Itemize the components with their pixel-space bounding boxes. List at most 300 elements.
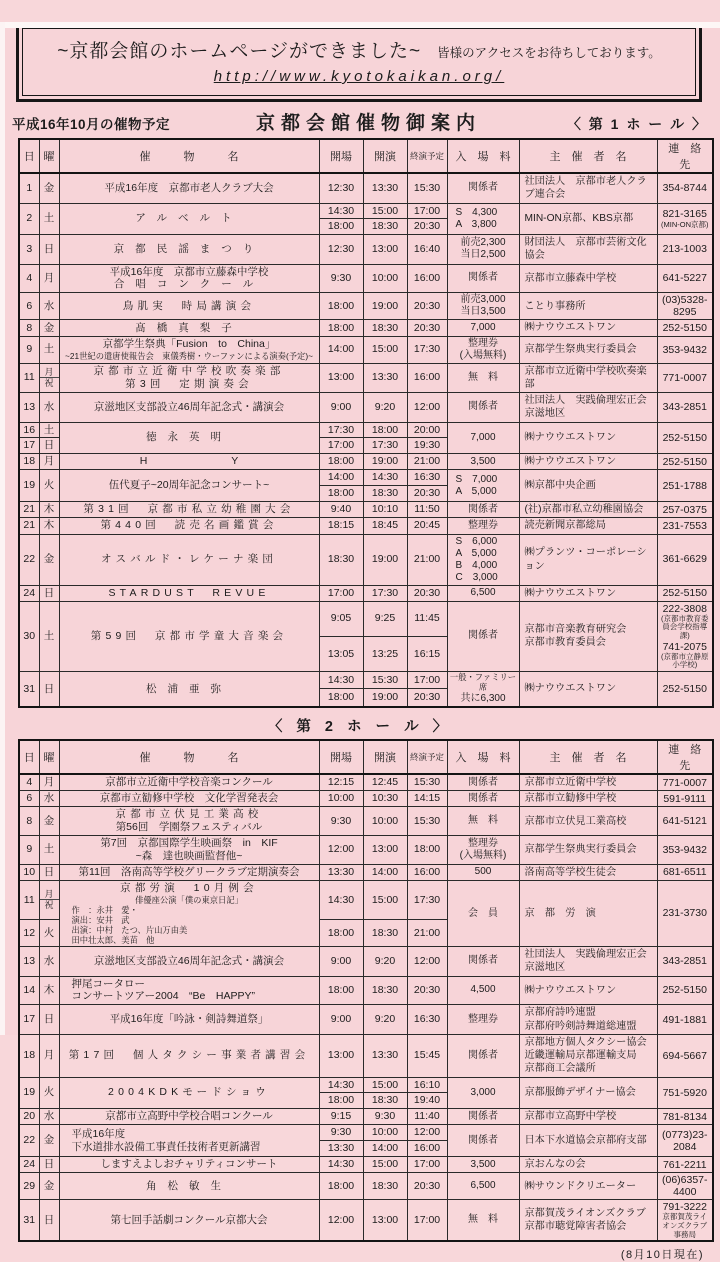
cell-admission-fee (447, 293, 519, 320)
cell-admission-fee (447, 1200, 519, 1241)
cell-weekday (39, 880, 59, 919)
cell-text-line: ㈱ナウウエストワン (524, 456, 617, 468)
weekday-part: 月 (44, 889, 54, 900)
cell-organizer (519, 976, 657, 1005)
cell-organizer (519, 1034, 657, 1077)
event-row (19, 363, 713, 393)
cell-organizer (519, 336, 657, 363)
cell-day: 20 (19, 1109, 39, 1125)
cell-text-line: 京都市立近衛中学校音楽コンクール (105, 776, 273, 789)
cell-admission-fee (447, 774, 519, 791)
cell-end-time: 20:30 (407, 293, 447, 320)
cell-text-line: アルベルト (135, 212, 243, 225)
cell-day: 24 (19, 1156, 39, 1172)
cell-weekday: 日 (39, 1156, 59, 1172)
cell-day: 19 (19, 470, 39, 502)
cell-text-line: 関係者 (468, 182, 498, 194)
cell-weekday: 金 (39, 173, 59, 203)
cell-day: 21 (19, 518, 39, 534)
event-row (19, 1156, 713, 1172)
cell-weekday: 水 (39, 293, 59, 320)
weekday-part: 月 (44, 366, 54, 377)
event-row (19, 947, 713, 977)
cell-open-time: 9:30 (319, 807, 363, 836)
cell-text-line: 354-8744 (662, 182, 707, 195)
cell-organizer (519, 173, 657, 203)
cell-organizer (519, 264, 657, 293)
cell-start-time: 10:00 (363, 1125, 407, 1141)
cell-start-time: 18:30 (363, 320, 407, 336)
cell-open-time: 14:30 (319, 203, 363, 219)
cell-text-line: ㈱ナウウエストワン (524, 683, 617, 695)
cell-text-line: 角松敏生 (145, 1179, 233, 1192)
cell-text-line: A 3,800 (455, 218, 497, 230)
cell-end-time: 11:50 (407, 502, 447, 518)
cell-text-line: 741-2075 (662, 640, 707, 653)
cell-open-time: 18:00 (319, 219, 363, 235)
cell-end-time: 16:00 (407, 864, 447, 880)
cell-event-name (59, 1109, 319, 1125)
event-row (19, 393, 713, 423)
cell-text-line: 京都市音楽教育研究会 (524, 624, 627, 636)
cell-open-time: 12:00 (319, 836, 363, 865)
cell-open-time: 13:30 (319, 1141, 363, 1157)
cell-contact (657, 976, 713, 1005)
cell-text-line: (京都市教育委員会学校指導課) (661, 613, 709, 641)
cell-weekday: 火 (39, 470, 59, 502)
cell-day: 16 (19, 422, 39, 438)
cell-contact (657, 864, 713, 880)
cell-day: 6 (19, 791, 39, 807)
cell-weekday: 日 (39, 672, 59, 707)
cell-start-time: 10:00 (363, 807, 407, 836)
cell-text-line: 京都市立高野中学校合唱コンクール (105, 1110, 273, 1123)
cell-text-line: 徳永英明 (145, 431, 233, 444)
cell-start-time: 12:45 (363, 774, 407, 791)
cell-admission-fee (447, 173, 519, 203)
cell-text-line: 整理券 (468, 519, 498, 531)
cell-day: 12 (19, 919, 39, 946)
cell-text-line: 771-0007 (662, 371, 707, 384)
cell-weekday: 金 (39, 534, 59, 585)
cell-day: 24 (19, 585, 39, 601)
cell-text-line: 641-5121 (662, 815, 707, 828)
cell-text-line: 821-3165 (662, 208, 707, 221)
cell-organizer (519, 1200, 657, 1241)
cell-text-line: ㈱ナウウエストワン (524, 587, 617, 599)
cell-admission-fee (447, 1005, 519, 1035)
cell-text-line: 伍代夏子~20周年記念コンサート~ (108, 479, 270, 492)
column-header: 入 場 料 (447, 740, 519, 774)
cell-event-name (59, 1125, 319, 1157)
cell-text-line: 前売3,000 (460, 294, 506, 306)
cell-day: 1 (19, 173, 39, 203)
cell-text-line: 京滋地区支部設立46周年記念式・講演会 (93, 955, 285, 968)
cell-weekday: 月 (39, 1034, 59, 1077)
cell-organizer (519, 470, 657, 502)
hall1-schedule-table (18, 138, 714, 708)
cell-end-time: 16:30 (407, 1005, 447, 1035)
cell-day: 31 (19, 1200, 39, 1241)
cell-day: 13 (19, 393, 39, 423)
cell-admission-fee (447, 502, 519, 518)
event-row (19, 807, 713, 836)
cell-day: 2 (19, 203, 39, 235)
cell-end-time: 17:30 (407, 880, 447, 919)
cell-admission-fee (447, 534, 519, 585)
cell-text-line: 京都市立近衛中学校吹奏楽部 (93, 365, 285, 378)
cell-organizer (519, 1077, 657, 1109)
cell-text-line: (社)京都市私立幼稚園協会 (524, 504, 644, 515)
cell-contact (657, 880, 713, 946)
cell-admission-fee (447, 363, 519, 393)
cell-open-time: 9:15 (319, 1109, 363, 1125)
cell-end-time: 20:30 (407, 585, 447, 601)
cell-end-time: 16:00 (407, 363, 447, 393)
cell-day: 11 (19, 880, 39, 919)
cell-text-line: 第17回 個人タクシー事業者講習会 (68, 1049, 310, 1062)
cell-text-line: 共に6,300 (460, 692, 506, 704)
cell-weekday: 火 (39, 1077, 59, 1109)
cell-admission-fee (447, 1156, 519, 1172)
cell-text-line: しますえよしおチャリティコンサート (100, 1158, 278, 1171)
cell-text-line: ことり事務所 (524, 300, 586, 312)
cell-text-line: 7,000 (470, 321, 496, 333)
cell-end-time: 20:45 (407, 518, 447, 534)
cell-text-line: 関係者 (468, 1049, 498, 1061)
cell-text-line: 関係者 (468, 630, 498, 642)
cell-end-time: 16:30 (407, 470, 447, 486)
cell-event-name (59, 947, 319, 977)
cell-day: 8 (19, 320, 39, 336)
cell-text-line: 社団法人 京都市老人クラブ連合会 (524, 176, 647, 201)
cell-text-line: 3,000 (470, 1086, 496, 1098)
cell-start-time: 13:25 (363, 636, 407, 671)
cell-text-line: (京都市立静原小学校) (661, 651, 709, 670)
cell-open-time: 13:00 (319, 363, 363, 393)
cell-organizer (519, 880, 657, 946)
cell-start-time: 17:30 (363, 438, 407, 454)
cell-text-line: 整理券 (468, 837, 498, 849)
event-row (19, 836, 713, 865)
cell-organizer (519, 585, 657, 601)
cell-end-time: 15:30 (407, 807, 447, 836)
page-header (12, 108, 708, 135)
cell-text-line: 京都商工会議所 (524, 1063, 596, 1075)
cell-start-time: 13:30 (363, 1034, 407, 1077)
cell-text-line: 整理券 (468, 337, 498, 349)
homepage-banner (16, 22, 702, 102)
cell-event-name (59, 976, 319, 1005)
cell-admission-fee (447, 1034, 519, 1077)
cell-text-line: 京都市立勧修中学校 文化学習発表会 (99, 792, 279, 805)
cell-open-time: 13:30 (319, 864, 363, 880)
cell-admission-fee (447, 1077, 519, 1109)
cell-text-line: 当日3,500 (460, 306, 506, 318)
event-row (19, 585, 713, 601)
cell-event-name (59, 173, 319, 203)
event-row (19, 336, 713, 363)
cell-text-line: 641-5227 (662, 272, 707, 285)
cell-text-line: 読売新聞京都総局 (524, 520, 606, 532)
cell-start-time: 14:00 (363, 1141, 407, 1157)
cell-text-line: 252-5150 (662, 321, 707, 334)
event-row (19, 880, 713, 919)
cell-start-time: 13:00 (363, 235, 407, 265)
cell-end-time: 16:00 (407, 264, 447, 293)
cell-start-time: 10:00 (363, 264, 407, 293)
cell-text-line: 平成16年度 (71, 1127, 126, 1140)
column-header: 主 催 者 名 (519, 139, 657, 173)
cell-text-line: 京都学生祭典実行委員会 (524, 844, 637, 856)
cell-admission-fee (447, 791, 519, 807)
cell-contact (657, 203, 713, 235)
cell-text-line: 6,500 (470, 1180, 496, 1192)
cell-organizer (519, 454, 657, 470)
column-header: 連 絡 先 (657, 740, 713, 774)
cell-start-time: 10:10 (363, 502, 407, 518)
cell-text-line: 社団法人 実践倫理宏正会京滋地区 (524, 395, 647, 420)
cell-day: 22 (19, 1125, 39, 1157)
cell-start-time: 13:30 (363, 173, 407, 203)
cell-event-name (59, 264, 319, 293)
cell-weekday: 土 (39, 336, 59, 363)
cell-event-name (59, 791, 319, 807)
column-header: 連 絡 先 (657, 139, 713, 173)
homepage-banner-inner (22, 28, 696, 96)
cell-weekday: 日 (39, 235, 59, 265)
cell-text-line: 京都市立近衛中学校吹奏楽部 (524, 365, 647, 390)
cell-weekday: 日 (39, 864, 59, 880)
cell-admission-fee (447, 393, 519, 423)
cell-text-line: 京 都 労 演 (524, 907, 596, 919)
banner-subtitle: 皆様のアクセスをお待ちしております。 (437, 46, 661, 60)
cell-organizer (519, 601, 657, 671)
cell-event-name (59, 393, 319, 423)
cell-start-time: 15:00 (363, 1156, 407, 1172)
cell-day: 4 (19, 264, 39, 293)
cell-start-time: 15:30 (363, 672, 407, 689)
cell-organizer (519, 947, 657, 977)
cell-admission-fee (447, 1125, 519, 1157)
event-row (19, 534, 713, 585)
cell-text-line: 257-0375 (662, 503, 707, 516)
cell-event-name (59, 454, 319, 470)
cell-organizer (519, 518, 657, 534)
event-row (19, 502, 713, 518)
cell-start-time: 18:30 (363, 1093, 407, 1109)
cell-event-name (59, 864, 319, 880)
event-row (19, 1077, 713, 1093)
cell-open-time: 12:30 (319, 173, 363, 203)
cell-start-time: 18:30 (363, 219, 407, 235)
cell-text-line: 4,500 (470, 984, 496, 996)
cell-contact (657, 264, 713, 293)
cell-event-name (59, 601, 319, 671)
cell-text-line: (MIN-ON京都) (661, 219, 709, 229)
cell-text-line: 近畿運輸局京都運輸支局 (524, 1050, 637, 1062)
cell-text-line: 無 料 (468, 371, 498, 383)
cell-day: 29 (19, 1173, 39, 1200)
cell-text-line: (0773)23-2084 (661, 1128, 708, 1153)
cell-contact (657, 502, 713, 518)
cell-open-time: 12:00 (319, 1200, 363, 1241)
cell-event-name (59, 293, 319, 320)
cell-text-line: 平成16年度 京都市老人クラブ大会 (104, 181, 274, 194)
cell-weekday: 土 (39, 601, 59, 671)
cell-text-line: 252-5150 (662, 455, 707, 468)
cell-day: 17 (19, 438, 39, 454)
scanned-schedule-page (0, 22, 720, 1262)
cell-start-time: 15:00 (363, 1077, 407, 1093)
event-row (19, 320, 713, 336)
cell-event-name (59, 203, 319, 235)
cell-text-line: STARDUST REVUE (108, 586, 270, 599)
cell-open-time: 13:00 (319, 1034, 363, 1077)
cell-day: 13 (19, 947, 39, 977)
cell-open-time: 14:30 (319, 1156, 363, 1172)
cell-day: 17 (19, 1005, 39, 1035)
cell-event-name (59, 1156, 319, 1172)
cell-contact (657, 774, 713, 791)
cell-text-line: 231-3730 (662, 907, 707, 920)
cell-weekday: 水 (39, 393, 59, 423)
cell-text-line: 社団法人 実践倫理宏正会京滋地区 (524, 949, 647, 974)
hall1-label: 〈 第 1 ホ ー ル 〉 (566, 116, 708, 132)
cell-open-time: 18:00 (319, 293, 363, 320)
cell-text-line: オスバルド・レケーナ楽団 (100, 553, 278, 566)
cell-organizer (519, 502, 657, 518)
cell-open-time: 14:30 (319, 1077, 363, 1093)
weekday-part: 祝 (40, 377, 59, 388)
cell-organizer (519, 393, 657, 423)
cell-text-line: 京都地方個人タクシー協会 (524, 1036, 647, 1048)
cell-organizer (519, 774, 657, 791)
cell-end-time: 20:30 (407, 219, 447, 235)
cell-contact (657, 585, 713, 601)
cell-text-line: 3,500 (470, 1158, 496, 1170)
cell-start-time: 10:30 (363, 791, 407, 807)
cell-end-time: 16:00 (407, 1141, 447, 1157)
cell-text-line: ~21世紀の遣唐使報告会 東儀秀樹・ウーファンによる演奏(予定)~ (65, 350, 313, 361)
cell-contact (657, 293, 713, 320)
cell-text-line: 第3回 定期演奏会 (125, 377, 253, 390)
cell-organizer (519, 293, 657, 320)
banner-title: ~京都会館のホームページができました~ (57, 41, 422, 62)
cell-text-line: S 6,000 (455, 535, 498, 547)
cell-end-time: 21:00 (407, 534, 447, 585)
cell-event-name (59, 1200, 319, 1241)
cell-organizer (519, 1005, 657, 1035)
cell-weekday: 金 (39, 320, 59, 336)
cell-text-line: C 3,000 (455, 571, 498, 583)
cell-admission-fee (447, 320, 519, 336)
cell-text-line: (入場無料) (459, 349, 507, 361)
event-row (19, 976, 713, 1005)
cell-end-time: 15:45 (407, 1034, 447, 1077)
column-header: 開演 (363, 740, 407, 774)
cell-admission-fee (447, 1109, 519, 1125)
cell-end-time: 20:30 (407, 1173, 447, 1200)
cell-text-line: 京都労演 10月例会 (120, 881, 258, 894)
cell-contact (657, 947, 713, 977)
cell-text-line: ~森 達也映画監督他~ (135, 849, 243, 862)
cell-admission-fee (447, 947, 519, 977)
cell-end-time: 16:40 (407, 235, 447, 265)
cell-text-line: 7,000 (470, 431, 496, 443)
cell-start-time: 15:00 (363, 336, 407, 363)
cell-text-line: 田中壮太郎、美苗 他 (71, 935, 155, 946)
cell-event-name (59, 1173, 319, 1200)
cell-contact (657, 235, 713, 265)
cell-day: 6 (19, 293, 39, 320)
cell-organizer (519, 320, 657, 336)
scan-edge-left (0, 22, 5, 1035)
cell-end-time: 17:00 (407, 1200, 447, 1241)
cell-text-line: 京都市立高野中学校 (524, 1111, 617, 1123)
cell-end-time: 12:00 (407, 947, 447, 977)
cell-open-time: 18:00 (319, 454, 363, 470)
cell-text-line: 771-0007 (662, 776, 707, 789)
cell-weekday: 月 (39, 774, 59, 791)
cell-day: 8 (19, 807, 39, 836)
cell-start-time: 9:30 (363, 1109, 407, 1125)
cell-start-time: 9:25 (363, 601, 407, 636)
event-row (19, 422, 713, 438)
cell-contact (657, 336, 713, 363)
cell-start-time: 18:30 (363, 919, 407, 946)
cell-weekday: 金 (39, 807, 59, 836)
cell-weekday: 金 (39, 1173, 59, 1200)
cell-start-time: 9:20 (363, 393, 407, 423)
cell-text-line: S 7,000 (455, 473, 498, 485)
cell-day: 11 (19, 363, 39, 393)
cell-text-line: ㈱ナウウエストワン (524, 322, 617, 334)
cell-open-time: 18:00 (319, 1173, 363, 1200)
column-header: 日 (19, 740, 39, 774)
cell-text-line: 関係者 (468, 792, 498, 804)
cell-text-line: 252-5150 (662, 984, 707, 997)
cell-text-line: 2004KDKモードショウ (108, 1086, 270, 1099)
cell-text-line: 洛南高等学校生徒会 (524, 866, 617, 878)
cell-day: 10 (19, 864, 39, 880)
cell-end-time: 17:00 (407, 203, 447, 219)
cell-text-line: 京都市聴覚障害者協会 (524, 1221, 627, 1233)
cell-event-name (59, 774, 319, 791)
cell-text-line: 無 料 (468, 1214, 498, 1226)
column-header: 日 (19, 139, 39, 173)
scan-edge-top (0, 22, 720, 28)
cell-open-time: 14:00 (319, 336, 363, 363)
cell-text-line: 下水道排水設備工事責任技術者更新講習 (71, 1140, 261, 1153)
cell-start-time: 18:30 (363, 976, 407, 1005)
cell-day: 18 (19, 1034, 39, 1077)
cell-open-time: 9:40 (319, 502, 363, 518)
cell-text-line: 関係者 (468, 955, 498, 967)
cell-event-name (59, 1005, 319, 1035)
cell-text-line: 演出：安井 武 (71, 914, 130, 925)
hall2-label: 〈 第 2 ホ ー ル 〉 (267, 718, 453, 735)
cell-end-time: 14:15 (407, 791, 447, 807)
cell-day: 9 (19, 336, 39, 363)
cell-open-time: 18:30 (319, 534, 363, 585)
cell-text-line: S 4,300 (455, 206, 498, 218)
cell-day: 3 (19, 235, 39, 265)
cell-text-line: 京都市教育委員会 (524, 637, 606, 649)
cell-text-line: 京滋地区支部設立46周年記念式・講演会 (93, 400, 285, 413)
event-row (19, 672, 713, 689)
cell-admission-fee (447, 203, 519, 235)
